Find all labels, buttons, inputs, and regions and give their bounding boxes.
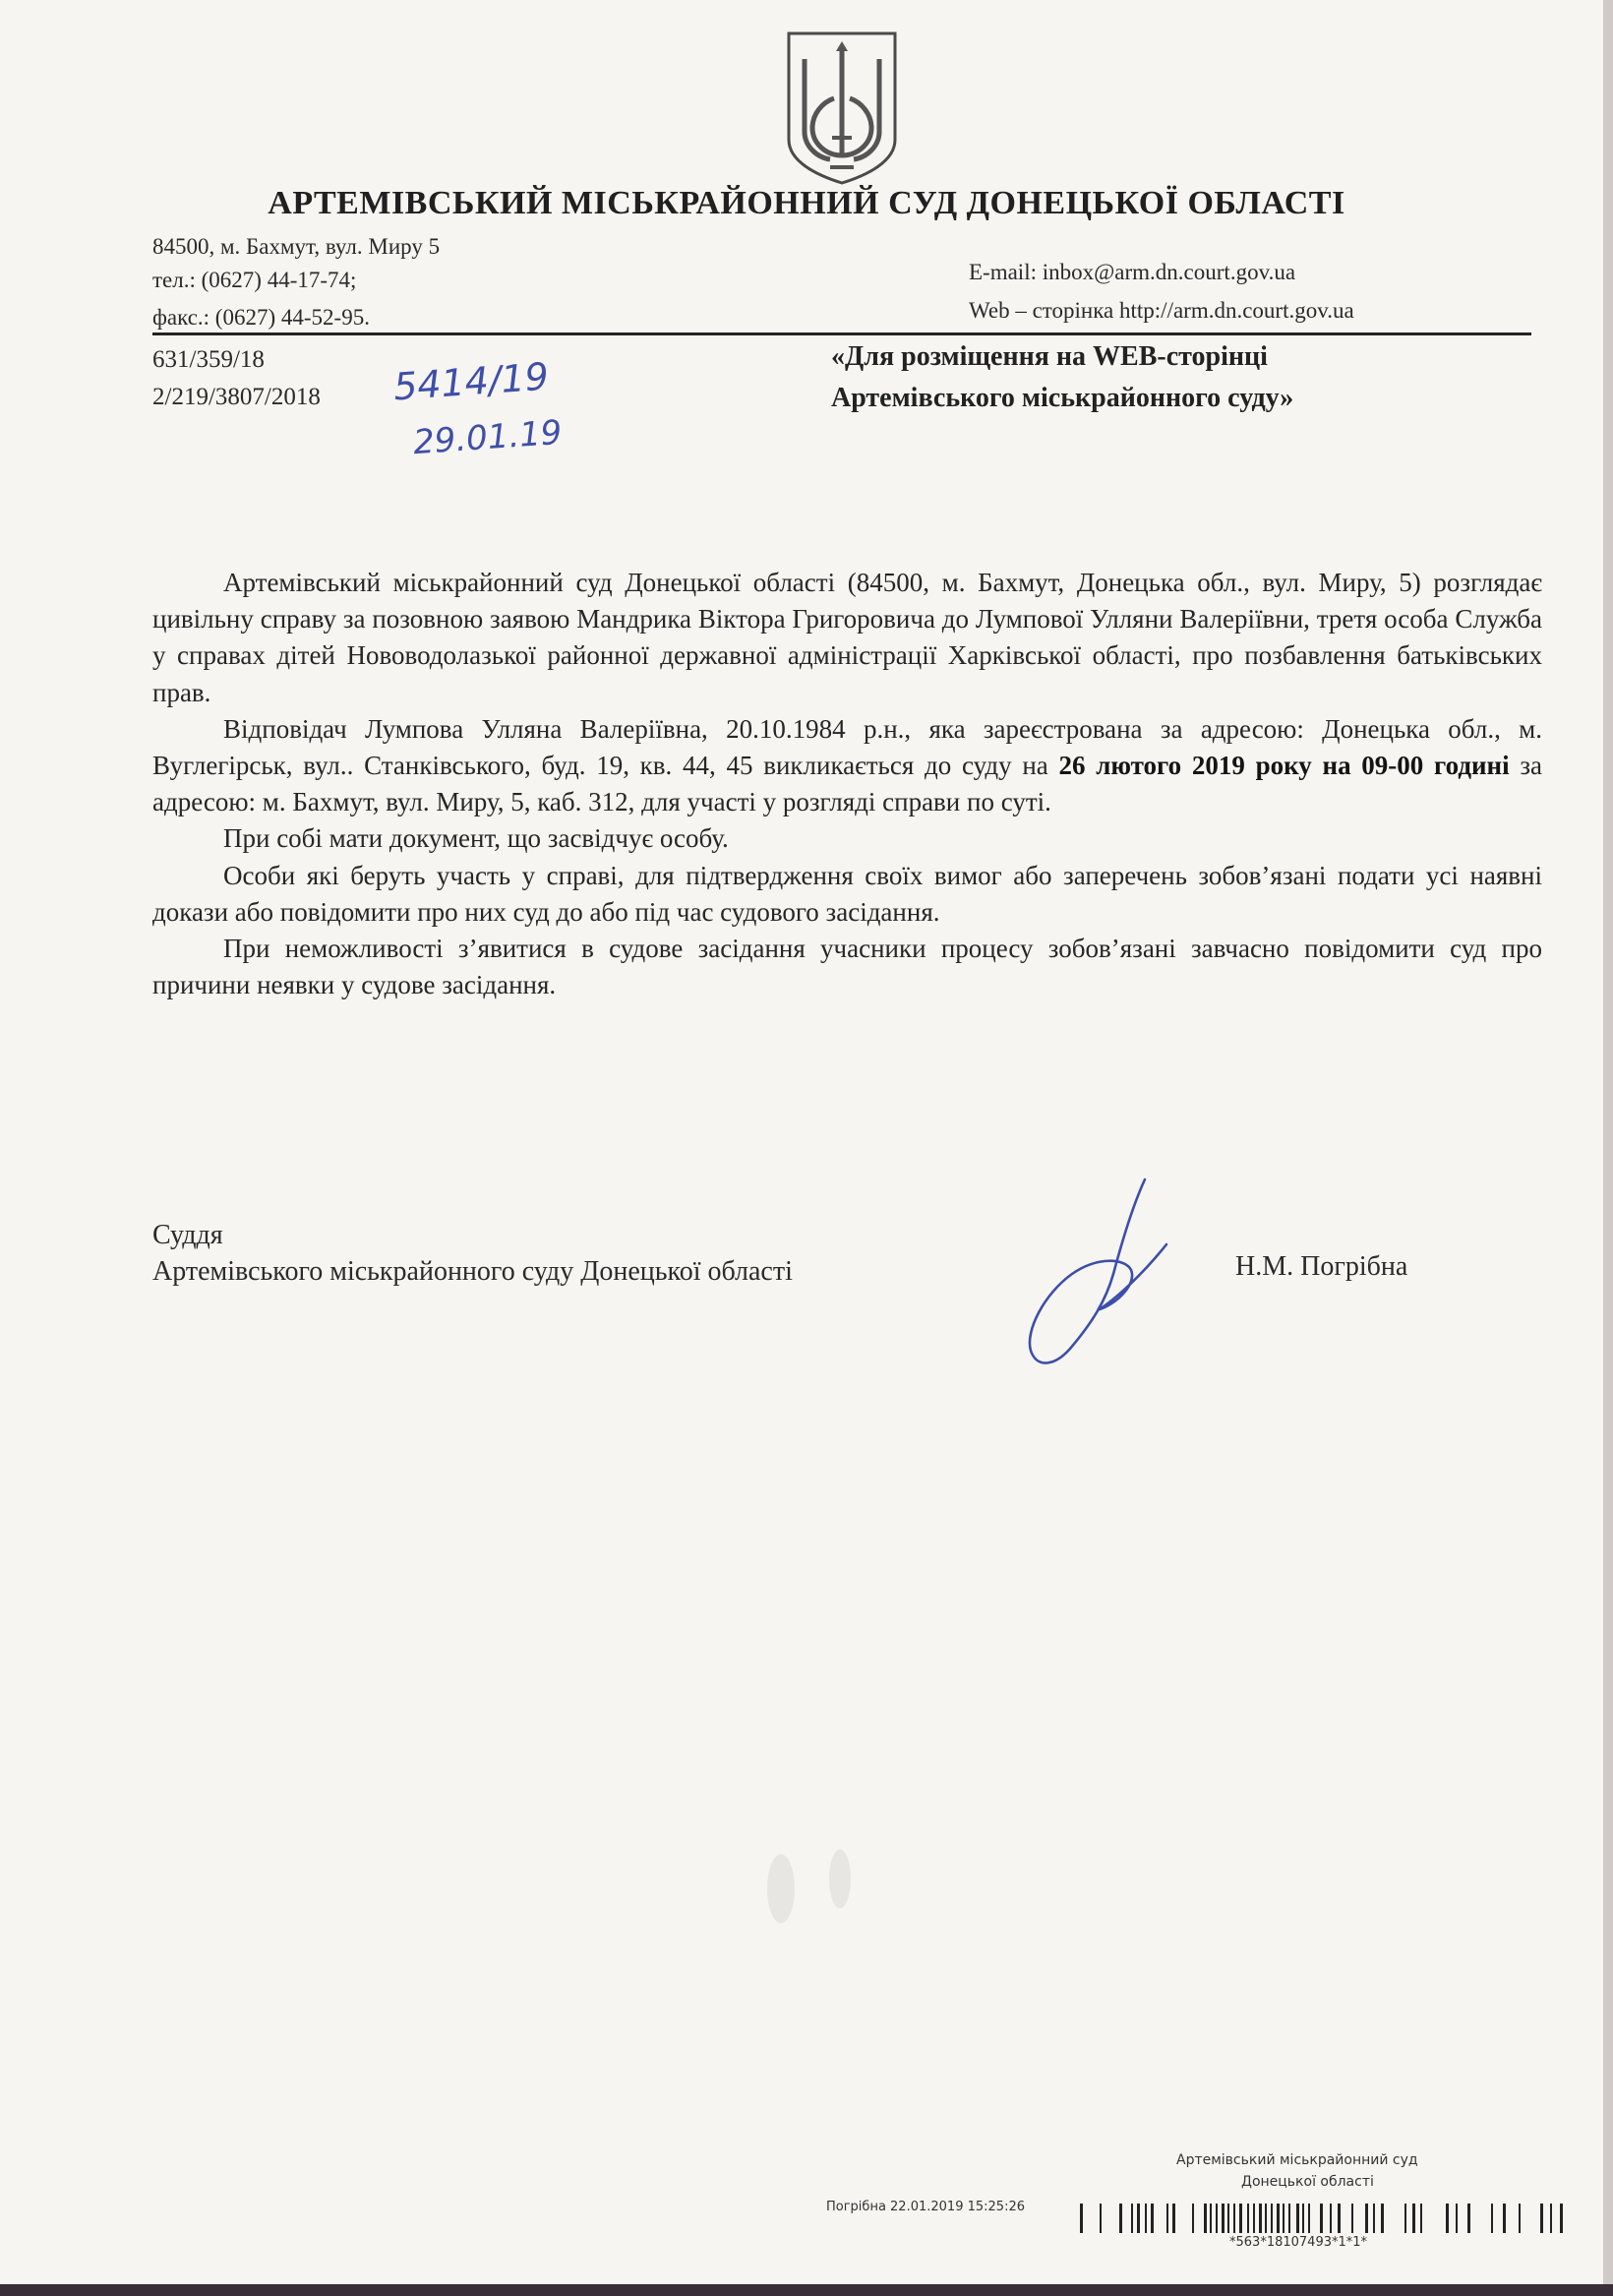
stamp-signer-datetime: Погрібна 22.01.2019 15:25:26 (826, 2200, 1025, 2214)
scan-edge (1603, 0, 1613, 2296)
paragraph-id-document: При собі мати документ, що засвідчує особу. (223, 823, 729, 854)
barcode-text: *563*18107493*1*1* (1229, 2235, 1368, 2250)
web-note-line: Артемівського міськрайонного суду» (831, 383, 1294, 413)
court-website[interactable]: Web – сторінка http://arm.dn.court.gov.ua (969, 298, 1354, 323)
court-fax: факс.: (0627) 44-52-95. (152, 305, 370, 330)
handwritten-registration-number: 5414/19 (391, 354, 551, 409)
case-number: 631/359/18 (152, 346, 265, 373)
stamp-court-name: Артемівський міськрайонний суд (1176, 2152, 1418, 2168)
hearing-datetime: 26 лютого 2019 року на 09-00 годині (1058, 751, 1510, 781)
stamp-court-region: Донецької області (1241, 2174, 1374, 2190)
paragraph-summons (152, 711, 1542, 821)
paragraph-absence: При неможливості з’явитися в судове засідання учасники процесу зобов’язані завчасно повідомити суд про причини неявки у судове засідання. (152, 934, 1542, 1000)
summons-text-end: за адресою: м. Бахмут, вул. Миру, 5, каб. 312, для участі у розгляді справи по суті. (152, 751, 1542, 817)
court-address: 84500, м. Бахмут, вул. Миру 5 (152, 234, 441, 259)
scan-smudge (829, 1849, 851, 1908)
judge-name: Н.М. Погрібна (1235, 1251, 1408, 1282)
signature-role: Суддя (152, 1220, 223, 1250)
web-note-line: «Для розміщення на WEB-сторінці (831, 341, 1268, 372)
court-phone: тел.: (0627) 44-17-74; (152, 268, 357, 292)
court-email[interactable]: E-mail: inbox@arm.dn.court.gov.ua (969, 260, 1296, 284)
handwritten-signature (1023, 1176, 1170, 1372)
web-publication-note (831, 336, 1293, 419)
scan-edge (0, 2284, 1613, 2296)
paragraph-case: Артемівський міськрайонний суд Донецької області (84500, м. Бахмут, Донецька обл., вул. Миру, 5) розглядає цивільну справу за позовною заявою Мандрика Віктора Григоровича до Лумпової Улляни Валеріївни, третя особа Служба у справах дітей Нововодолазької районної державної адміністрації Харківської області, про позбавлення батьківських прав. (152, 568, 1542, 707)
barcode-icon (1080, 2204, 1564, 2233)
handwritten-date: 29.01.19 (411, 412, 564, 463)
summons-text: Відповідач Лумпова Улляна Валеріївна, 20.10.1984 р.н., яка зареєстрована за адресою: Донецька обл., м. Вуглегірськ, вул.. Станківського, буд. 19, кв. 44, 45 викликається до суду на (152, 713, 1542, 781)
signature-court: Артемівського міськрайонного суду Донецької області (152, 1256, 793, 1287)
header-divider (152, 332, 1531, 335)
coat-of-arms-icon (783, 30, 901, 185)
scan-smudge (767, 1854, 795, 1923)
notice-body (152, 565, 1542, 1003)
proceeding-number: 2/219/3807/2018 (152, 384, 321, 410)
paragraph-evidence: Особи які беруть участь у справі, для підтвердження своїх вимог або заперечень зобов’язані подати усі наявні докази або повідомити про них суд до або під час судового засідання. (152, 860, 1542, 927)
court-title: АРТЕМІВСЬКИЙ МІСЬКРАЙОННИЙ СУД ДОНЕЦЬКОЇ ОБЛАСТІ (268, 185, 1345, 221)
